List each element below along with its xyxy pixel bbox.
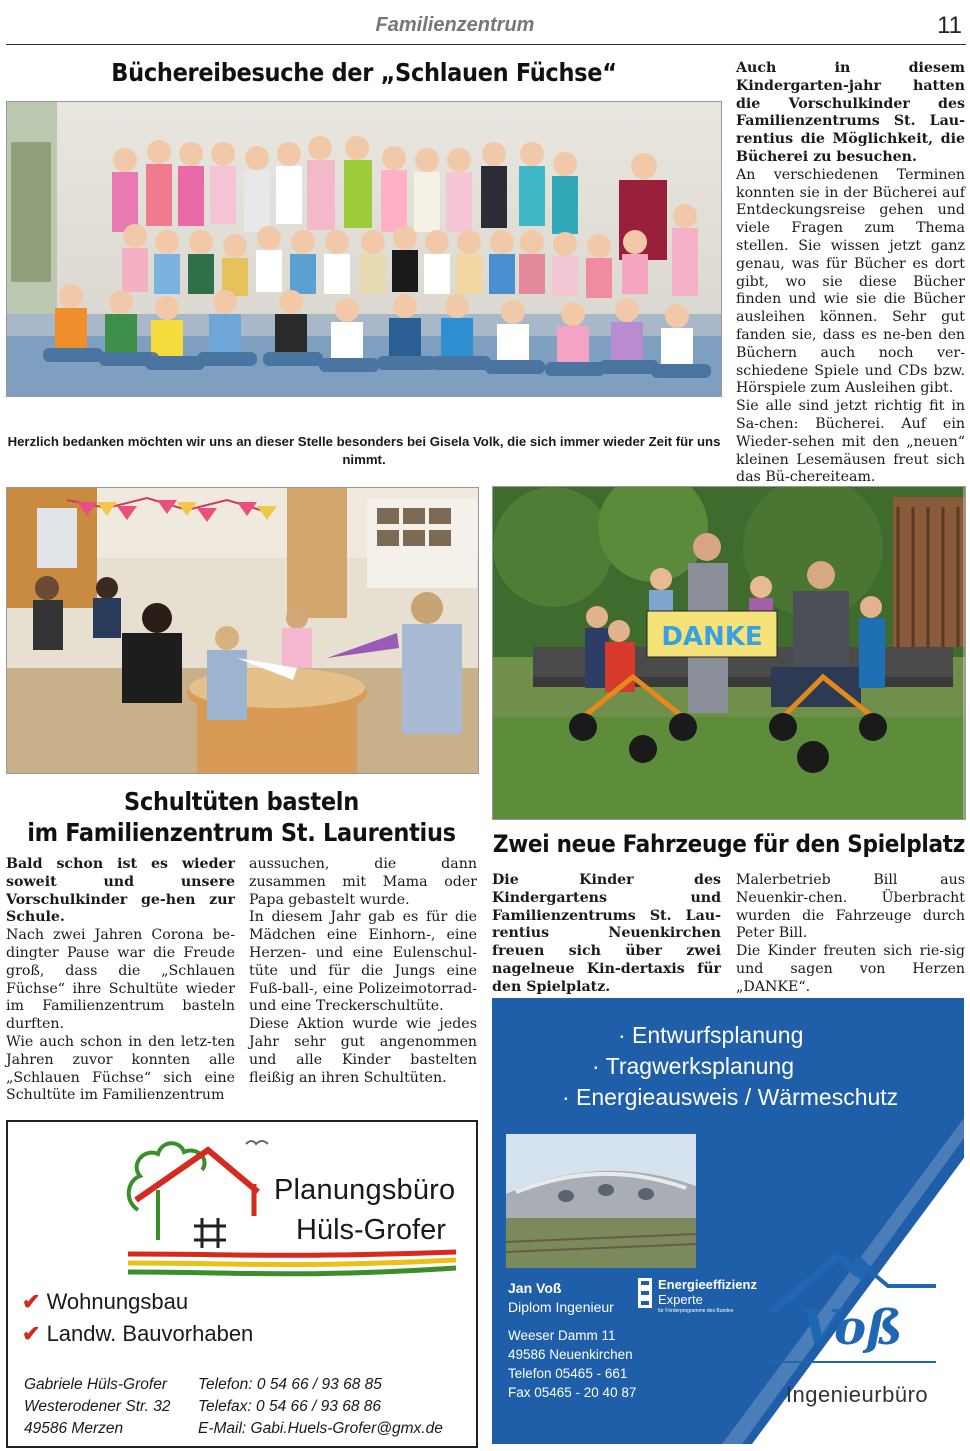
article2-headline [6, 786, 477, 848]
article3-column-2 [736, 872, 965, 997]
voss-logo-text: Voß [801, 1300, 903, 1356]
article3-paragraph: Malerbetrieb Bill aus Neuenkir-chen. Überbracht wurden die Fahrzeuge durch Peter Bill. [736, 872, 965, 942]
article3-paragraph: Die Kinder freuten sich rie-sig und sagen von Herzen „DANKE“. [736, 943, 965, 995]
ad2-fax: Fax 05465 - 20 40 87 [508, 1385, 637, 1400]
check-icon: ✔ [22, 1321, 41, 1346]
voss-logo-icon [768, 1252, 938, 1372]
ad1-services [22, 1286, 253, 1350]
ad2-address-city: 49586 Neuenkirchen [508, 1347, 633, 1362]
energie-e-icon [638, 1278, 652, 1308]
article2-lead: Bald schon ist es wieder soweit und unsere Vorschulkinder ge-hen zur Schule. [6, 856, 235, 926]
ad2-service-item: · Tragwerksplanung [592, 1053, 794, 1079]
ad2-phone: Telefon 05465 - 661 [508, 1366, 628, 1381]
check-icon: ✔ [22, 1289, 41, 1314]
article2-column-1 [6, 856, 235, 1105]
article1-paragraph: Sie alle sind jetzt richtig fit in Sa-chen: Bücherei. Auf ein Wieder-sehen mit den „neuen“ kleinen Lesemäusen freut sich das Bü-chereiteam. [736, 398, 965, 486]
article2-column-2 [249, 856, 477, 1087]
ad1-fax: Telefax: 0 54 66 / 93 68 86 [198, 1398, 381, 1415]
article2-headline-line1: Schultüten basteln [124, 787, 359, 816]
ad1-email: E-Mail: Gabi.Huels-Grofer@gmx.de [198, 1420, 443, 1437]
ad1-contact-city: 49586 Merzen [24, 1420, 124, 1437]
article2-paragraph: Nach zwei Jahren Corona be-dingter Pause war die Freude groß, dass die „Schlauen Füchse“ ihre Schultüte wieder im Familienzentrum basteln durften. [6, 927, 235, 1033]
article3-headline: Zwei neue Fahrzeuge für den Spielplatz [492, 830, 966, 858]
article1-text [736, 60, 965, 487]
ad1-stripes [122, 1248, 462, 1280]
photo-library-group [6, 101, 722, 397]
danke-sign-text: DANKE [661, 622, 763, 652]
ad1-service-item: ✔ Wohnungsbau [22, 1289, 189, 1314]
page-header [0, 6, 970, 42]
ad1-contact-right [198, 1374, 443, 1440]
ad2-service-item: · Entwurfsplanung [618, 1022, 804, 1048]
ad1-phone: Telefon: 0 54 66 / 93 68 85 [198, 1376, 382, 1393]
ad1-contact-left [24, 1374, 170, 1440]
ad1-contact-name: Gabriele Hüls-Grofer [24, 1376, 167, 1393]
article1-headline: Büchereibesuche der „Schlauen Füchse“ [111, 58, 617, 87]
photo-schultueten-crafting [6, 487, 479, 774]
ad2-address-street: Weeser Damm 11 [508, 1328, 616, 1343]
ad2-badge-line1: Energieeffizienz [658, 1277, 757, 1292]
house-logo-icon [118, 1130, 278, 1262]
ad1-service-item: ✔ Landw. Bauvorhaben [22, 1321, 254, 1346]
article2-headline-line2: im Familienzentrum St. Laurentius [27, 818, 456, 847]
ad1-contact-street: Westerodener Str. 32 [24, 1398, 171, 1415]
ad1-brand-line1: Planungsbüro [274, 1174, 456, 1206]
ad2-name: Jan Voß [508, 1280, 562, 1296]
article3-lead: Die Kinder des Kindergartens und Familienzentrums St. Lau-rentius Neuenkirchen freuen sich über zwei nagelneue Kin-dertaxis für den Spielplatz. [492, 872, 721, 995]
article2-paragraph: Wie auch schon in den letz-ten Jahren zuvor konnten alle „Schlauen Füchse“ sich eine Schultüte im Familienzentrum [6, 1033, 235, 1104]
article2-paragraph: Diese Aktion wurde wie jedes Jahr sehr gut angenommen und alle Kinder bastelten fleißig an ihren Schultüten. [249, 1016, 477, 1086]
ad2-title: Diplom Ingenieur [508, 1299, 614, 1315]
ad2-service-item: · Energieausweis / Wärmeschutz [562, 1084, 899, 1110]
ad2-address [508, 1326, 636, 1402]
article2-paragraph: aussuchen, die dann zusammen mit Mama oder Papa gebastelt wurde. [249, 856, 477, 908]
page-number: 11 [937, 12, 962, 39]
ad2-services [562, 1020, 962, 1113]
ad2-badge-line2: Experte [658, 1292, 703, 1307]
header-rule [6, 44, 966, 45]
article1-paragraph: An verschiedenen Terminen konnten sie in der Bücherei auf Entdeckungsreise gehen und viele Fragen zum Thema stellen. Sie wissen jetzt ganz genau, was für Bücher es dort gibt, wo sie diese Bücher finden und wie sie die Bücher ausleihen können. Sehr gut fanden sie, dass es ne-ben den Büchern auch noch ver-schiedene Spiele und CDs bzw. Hörspiele zum Ausleihen gibt. [736, 166, 965, 397]
article2-paragraph: In diesem Jahr gab es für die Mädchen eine Einhorn-, eine Herzen- und eine Eulenschul-tüte und für die Jungs eine Fuß-ball-, eine Polizeimotorrad- und eine Treckerschultüte. [249, 909, 477, 1015]
article1-lead: Auch in diesem Kindergarten-jahr hatten die Vorschulkinder des Familienzentrums St. Lau-rentius die Möglichkeit, die Bücherei zu besuchen. [736, 60, 965, 165]
ad1-brand-line2: Hüls-Grofer [296, 1214, 446, 1246]
ad2-building-photo [506, 1134, 696, 1268]
article1-caption: Herzlich bedanken möchten wir uns an dieser Stelle besonders bei Gisela Volk, die sich immer wieder Zeit für uns nimmt. [7, 434, 721, 467]
ad-voss-ingenieurbuero [492, 998, 964, 1444]
ad2-badge-small: für Förderprogramme des Bundes [658, 1308, 734, 1314]
section-title: Familienzentrum [375, 14, 535, 36]
ad-planungsbuero [6, 1120, 478, 1448]
photo-garden-danke [492, 486, 966, 820]
ad2-logo-subtitle: Ingenieurbüro [785, 1382, 929, 1407]
